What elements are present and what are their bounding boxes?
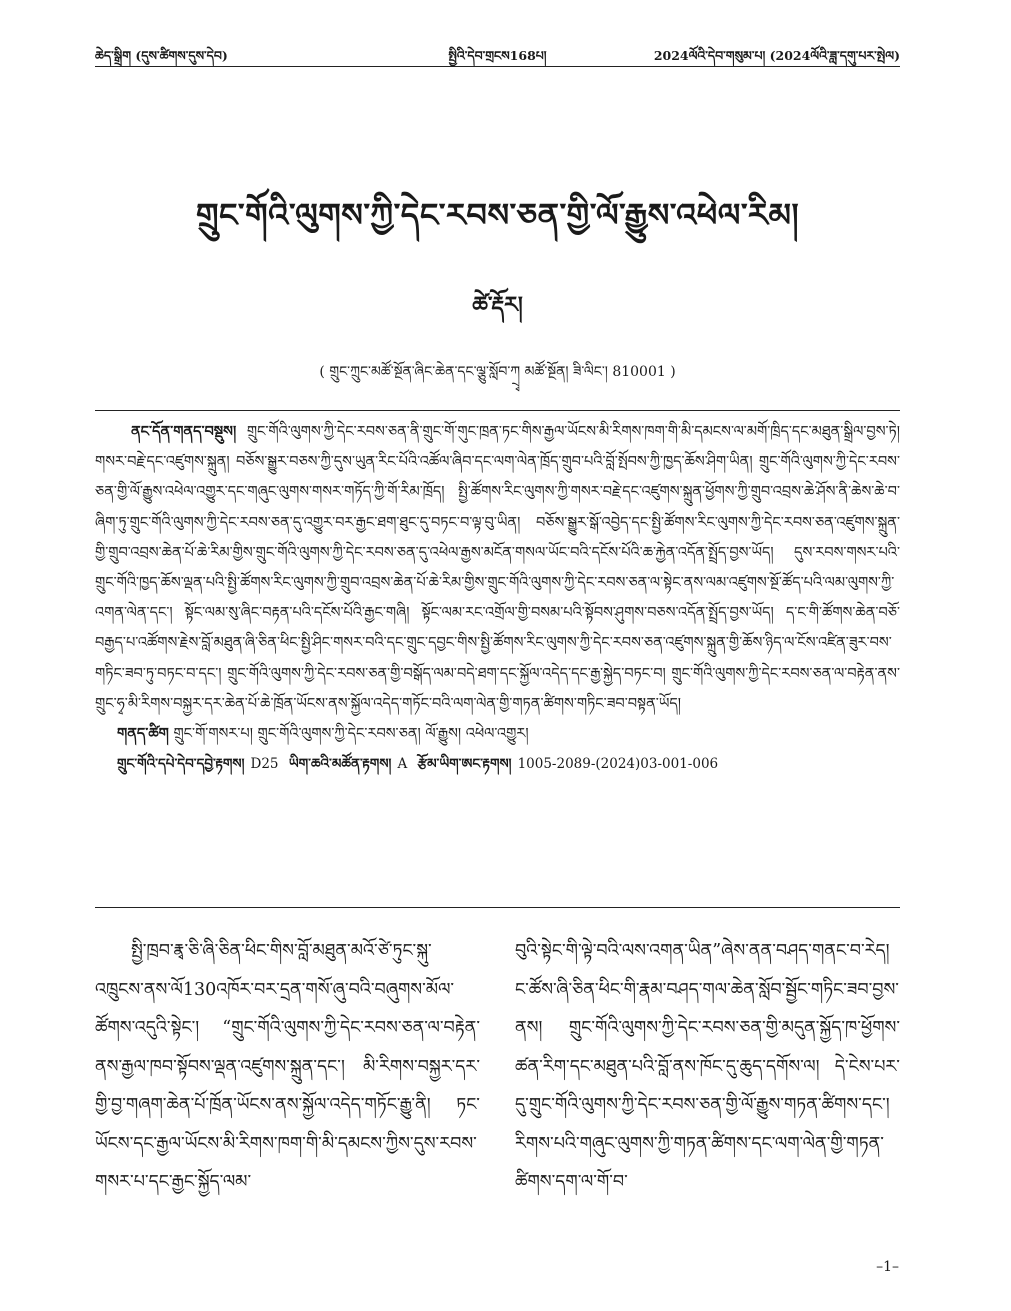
abstract [95, 417, 900, 719]
article-metadata [95, 749, 900, 779]
abstract-text: གྲུང་གོའི་ལུགས་ཀྱི་དེང་རབས་ཅན་ནི་གྲུང་གོ་གུང་ཁྲན་ཏང་གིས་རྒྱལ་ཡོངས་མི་རིགས་ཁག་གི་མི་དམངས་ལ་མགོ་ཁྲིད་དང་མཐུན་སྒྲིལ་བྱས་ཏེ། གསར་བརྗེ་དང་འཛུགས་སྐྲུན། བཅོས་སྒྱུར་བཅས་ཀྱི་དུས་ཡུན་རིང་པོའི་འཚོལ་ཞིབ་དང་ལག་ལེན་ཁྲོད་གྲུབ་པའི་བློ་སྤོབས་ཀྱི་ཁྱད་ཆོས་ཤིག་ཡིན། གྲུང་གོའི་ལུགས་ཀྱི་དེང་རབས་ཅན་གྱི་ལོ་རྒྱུས་འཕེལ་འགྱུར་དང་གཞུང་ལུགས་གསར་གཏོད་ཀྱི་གོ་རིམ་ཁྲོད། སྤྱི་ཚོགས་རིང་ལུགས་ཀྱི་གསར་བརྗེ་དང་འཛུགས་སྐྲུན་ཕྱོགས་ཀྱི་གྲུབ་འབྲས་ཆེ་ཤོས་ནི་ཆེས་ཆེ་བ་ཞིག་ཏུ་གྲུང་གོའི་ལུགས་ཀྱི་དེང་རབས་ཅན་དུ་འགྱུར་བར་རྒྱང་ཐག་ཐུང་དུ་བཏང་བ་ལྟ་བུ་ཡིན། བཅོས་སྒྱུར་སྒོ་འབྱེད་དང་སྤྱི་ཚོགས་རིང་ལུགས་ཀྱི་དེང་རབས་ཅན་འཛུགས་སྐྲུན་གྱི་གྲུབ་འབྲས་ཆེན་པོ་ཆེ་རིམ་གྱིས་གྲུང་གོའི་ལུགས་ཀྱི་དེང་རབས་ཅན་དུ་འཕེལ་རྒྱས་མངོན་གསལ་ཡོང་བའི་དངོས་པོའི་ཆ་རྐྱེན་འདོན་སྤྲོད་བྱས་ཡོད། དུས་རབས་གསར་པའི་གྲུང་གོའི་ཁྱད་ཆོས་ལྡན་པའི་སྤྱི་ཚོགས་རིང་ལུགས་ཀྱི་གྲུབ་འབྲས་ཆེན་པོ་ཆེ་རིམ་གྱིས་གྲུང་གོའི་ལུགས་ཀྱི་དེང་རབས་ཅན་ལ་སྟེང་ནས་ལམ་འཛུགས་སྔོ་ཚོད་པའི་ལམ་ལུགས་ཀྱི་འགན་ལེན་དང་། སྟོང་ལམ་སུ་ཞིང་བརྟན་པའི་དངོས་པོའི་རྒྱང་གཞི། སྟོང་ལམ་རང་འགྲོལ་གྱི་བསམ་པའི་སྟོབས་ཤུགས་བཅས་འདོན་སྤྲོད་བྱས་ཡོད། ད་ང་གི་ཚོགས་ཆེན་བཅོ་བརྒྱད་པ་འཚོགས་རྗེས་བློ་མཐུན་ཞི་ཅིན་ཕིང་སྤྱི་ཤིང་གསར་བའི་དང་གྲུང་དབྱང་གིས་སྤྱི་ཚོགས་རིང་ལུགས་ཀྱི་དེང་རབས་ཅན་འཛུགས་སྐྲུན་གྱི་ཆོས་ཉིད་ལ་ངོས་འཛིན་ཟུར་བས་གཏིང་ཟབ་ཏུ་བཏང་བ་དང་། གྲུང་གོའི་ལུགས་ཀྱི་དེང་རབས་ཅན་གྱི་བསྒོད་ལམ་བདེ་ཐག་དང་སྐྱོལ་འདེད་དང་རྒྱ་སྐྱེད་བཏང་བ། གྲུང་གོའི་ལུགས་ཀྱི་དེང་རབས་ཅན་ལ་བརྟེན་ནས་གྲུང་ཧྭ་མི་རིགས་བསྐྱར་དར་ཆེན་པོ་ཆེ་ཁྲོན་ཡོངས་ནས་སྐྱོལ་འདེད་གཏོང་བའི་ལག་ལེན་གྱི་གཏན་ཚིགས་གཏིང་ཟབ་བསྟན་ཡོད། [95, 424, 900, 712]
doc-code-value: A [397, 756, 408, 773]
keywords-label: གནད་ཚིག [117, 725, 169, 743]
body-paragraph: སྤྱི་ཁྲབ་རྣྭ་ཅི་ཞི་ཅིན་ཕིང་གིས་བློ་མཐུན་མའོ་ཙེ་ཏུང་སྐུ་འཁྲུངས་ནས་ལོ130འཁོར་བར་དྲན་གསོ་ཞུ་བའི་བཞུགས་མོལ་ཚོགས་འདུའི་སྟེང་། “གྲུང་གོའི་ལུགས་ཀྱི་དེང་རབས་ཅན་ལ་བརྟེན་ནས་རྒྱལ་ཁབ་སྟོབས་ལྡན་འཛུགས་སྐྲུན་དང་། མི་རིགས་བསྐྱར་དར་གྱི་བྱ་གཞག་ཆེན་པོ་ཁྲོན་ཡོངས་ནས་སྐྱོལ་འདེད་གཏོང་རྒྱུ་ནི། ཏང་ཡོངས་དང་རྒྱལ་ཡོངས་མི་རིགས་ཁག་གི་མི་དམངས་ཀྱིས་དུས་རབས་གསར་པ་དང་རྒྱང་སྐྱོད་ལམ་ [95, 941, 480, 1192]
body-text [95, 932, 900, 1242]
keywords [95, 719, 900, 749]
abstract-label: ནང་དོན་གནད་བསྡུས། [131, 423, 237, 440]
journal-section-label: ཆེད་སྒྲིག (དུས་ཚིགས་དུས་དེབ) [95, 48, 228, 63]
doc-code-label: ཡིག་ཆའི་མཚོན་རྟགས། [288, 756, 392, 773]
article-no-label: རྩོམ་ཡིག་ཨང་རྟགས། [417, 756, 512, 773]
clc-value: D25 [250, 756, 279, 773]
abstract-section [95, 410, 900, 908]
issue-date: 2024ལོའི་དེབ་གསུམ་པ། (2024ལོའི་ཟླ་དགུ་པར་སྤེལ) [653, 48, 900, 63]
page-number: –1– [876, 1259, 899, 1275]
body-column-right [515, 932, 900, 1242]
clc-label: གྲུང་གོའི་དཔེ་དེབ་དབྱེ་རྟགས། [117, 756, 245, 773]
article-no-value: 1005-2089-(2024)03-001-006 [517, 756, 719, 773]
article-title: གྲུང་གོའི་ལུགས་ཀྱི་དེང་རབས་ཅན་གྱི་ལོ་རྒྱུས་འཕེལ་རིམ། [195, 196, 800, 234]
author-name: ཚེ་རྡོར། [472, 292, 523, 318]
keywords-text: གྲུང་གོ་གསར་པ། གྲུང་གོའི་ལུགས་ཀྱི་དེང་རབས་ཅན། ལོ་རྒྱུས། འཕེལ་འགྱུར། [173, 726, 529, 743]
issue-number: སྤྱིའི་དེབ་གྲངས168པ། [448, 48, 547, 63]
body-column-left [95, 932, 480, 1242]
author-affiliation: ( གྲུང་ཀྲུང་མཚོ་སྔོན་ཞིང་ཆེན་དང་ལྕུ་སློབ་ཀྲྭ མཚོ་སྔོན། ཟི་ལིང་། 810001 ) [319, 364, 676, 380]
body-paragraph: བུའི་སྟེང་གི་ལྟེ་བའི་ལས་འགན་ཡིན”ཞེས་ནན་བཤད་གནང་བ་རེད། ང་ཚོས་ཞི་ཅིན་ཕིང་གི་རྣམ་བཤད་གལ་ཆེན་སློབ་སྦྱོང་གཏིང་ཟབ་བྱས་ནས། གྲུང་གོའི་ལུགས་ཀྱི་དེང་རབས་ཅན་གྱི་མདུན་སྐྱོད་ཁ་ཕྱོགས་ཚན་རིག་དང་མཐུན་པའི་བློ་ནས་ཁོང་དུ་ཆུད་དགོས་ལ། དེ་ངེས་པར་དུ་གྲུང་གོའི་ལུགས་ཀྱི་དེང་རབས་ཅན་གྱི་ལོ་རྒྱུས་གཏན་ཚིགས་དང་། རིགས་པའི་གཞུང་ལུགས་ཀྱི་གཏན་ཚིགས་དང་ལག་ལེན་གྱི་གཏན་ཚིགས་དག་ལ་གོ་བ་ [515, 941, 900, 1192]
running-header [95, 38, 900, 67]
